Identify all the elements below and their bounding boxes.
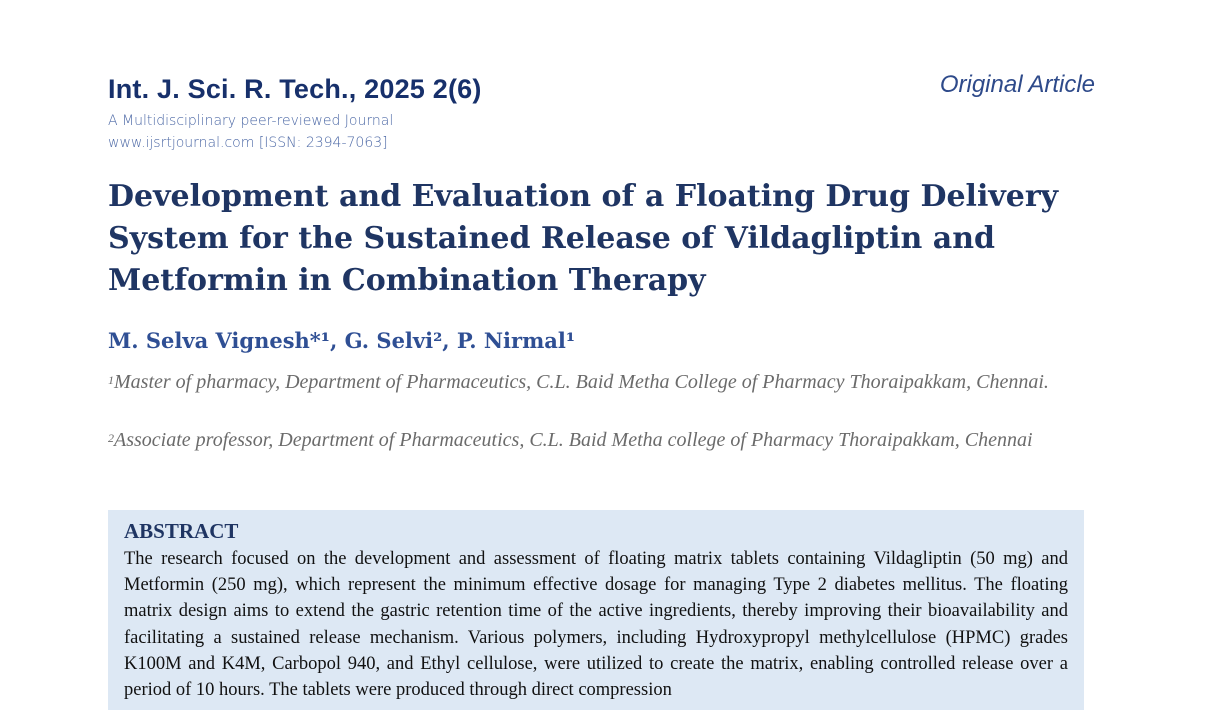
journal-citation: Int. J. Sci. R. Tech., 2025 2(6) [108, 74, 482, 104]
affiliation-1 [108, 368, 1088, 397]
affiliation-2-text: Associate professor, Department of Pharmaceutics, C.L. Baid Metha college of Pharmacy Thoraipakkam, Chennai [114, 429, 1033, 451]
article-type-label: Original Article [939, 71, 1095, 98]
abstract-box [108, 510, 1084, 710]
affiliation-1-mark: 1 [108, 373, 114, 387]
affiliation-2-mark: 2 [108, 431, 114, 445]
affiliation-2 [108, 426, 1088, 455]
journal-subtitle: A Multidisciplinary peer-reviewed Journal [108, 113, 394, 129]
paper-title: Development and Evaluation of a Floating Drug Delivery System for the Sustained Release of Vildagliptin and Metformin in Combination Therapy [108, 179, 1059, 298]
abstract-text: The research focused on the development and assessment of floating matrix tablets containing Vildagliptin (50 mg) and Metformin (250 mg), which represent the minimum effective dosage for managing Type 2 diabetes mellitus. The floating matrix design aims to extend the gastric retention time of the active ingredients, thereby improving their bioavailability and facilitating a sustained release mechanism. Various polymers, including Hydroxypropyl methylcellulose (HPMC) grades K100M and K4M, Carbopol 940, and Ethyl cellulose, were utilized to create the matrix, enabling controlled release over a period of 10 hours. The tablets were produced through direct compression [124, 549, 1068, 701]
author-list: M. Selva Vignesh*¹, G. Selvi², P. Nirmal¹ [108, 328, 576, 353]
abstract-heading: ABSTRACT [124, 519, 239, 543]
journal-website[interactable]: www.ijsrtjournal.com [ISSN: 2394-7063] [108, 135, 388, 151]
affiliation-1-text: Master of pharmacy, Department of Pharmaceutics, C.L. Baid Metha College of Pharmacy Thoraipakkam, Chennai. [114, 371, 1049, 393]
